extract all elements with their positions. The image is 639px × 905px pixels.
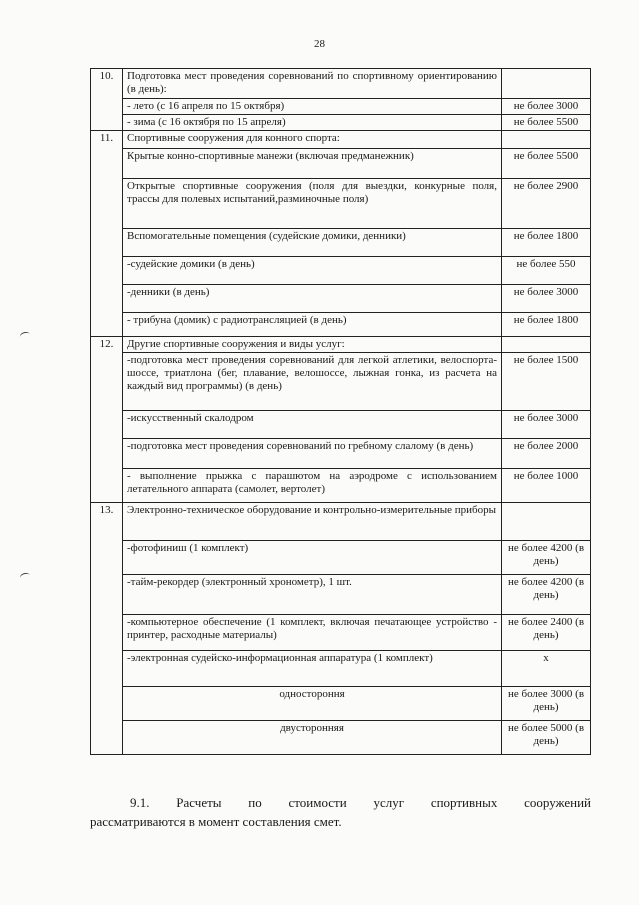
item-value: не более 3000 bbox=[502, 411, 591, 439]
table-row bbox=[91, 353, 591, 411]
table-row bbox=[91, 257, 591, 285]
item-value: не более 550 bbox=[502, 257, 591, 285]
item-description: Крытые конно-спортивные манежи (включая предманежник) bbox=[123, 149, 502, 179]
item-description: -тайм-рекордер (электронный хронометр), 1 шт. bbox=[123, 575, 502, 615]
table-row bbox=[91, 651, 591, 687]
item-value bbox=[502, 337, 591, 353]
margin-mark bbox=[19, 572, 30, 581]
item-description: - выполнение прыжка с парашютом на аэродроме с использованием летательного аппарата (самолет, вертолет) bbox=[123, 469, 502, 503]
item-value: не более 5500 bbox=[502, 115, 591, 131]
section-row bbox=[91, 131, 591, 149]
table-row bbox=[91, 99, 591, 115]
item-value: не более 1800 bbox=[502, 229, 591, 257]
item-value: не более 5000 (в день) bbox=[502, 721, 591, 755]
table-row bbox=[91, 313, 591, 337]
item-value: не более 4200 (в день) bbox=[502, 541, 591, 575]
services-price-table bbox=[90, 68, 591, 755]
item-value: не более 2400 (в день) bbox=[502, 615, 591, 651]
table-row bbox=[91, 575, 591, 615]
item-description: -денники (в день) bbox=[123, 285, 502, 313]
item-description: - лето (с 16 апреля по 15 октября) bbox=[123, 99, 502, 115]
section-title: Другие спортивные сооружения и виды услуг: bbox=[123, 337, 502, 353]
item-value bbox=[502, 503, 591, 541]
item-description: -судейские домики (в день) bbox=[123, 257, 502, 285]
item-description: - зима (с 16 октября по 15 апреля) bbox=[123, 115, 502, 131]
item-description: -компьютерное обеспечение (1 комплект, включая печатающее устройство - принтер, расходные материалы) bbox=[123, 615, 502, 651]
section-number: 11. bbox=[91, 131, 123, 337]
footer-line-2: рассматриваются в момент составления смет. bbox=[90, 814, 342, 829]
table-row bbox=[91, 115, 591, 131]
section-number: 13. bbox=[91, 503, 123, 755]
item-value: не более 2000 bbox=[502, 439, 591, 469]
item-value: х bbox=[502, 651, 591, 687]
section-title: Спортивные сооружения для конного спорта: bbox=[123, 131, 502, 149]
item-value: не более 1000 bbox=[502, 469, 591, 503]
item-description: - трибуна (домик) с радиотрансляцией (в день) bbox=[123, 313, 502, 337]
item-description: -искусственный скалодром bbox=[123, 411, 502, 439]
table-row bbox=[91, 469, 591, 503]
item-description: Вспомогательные помещения (судейские домики, денники) bbox=[123, 229, 502, 257]
item-value: не более 3000 bbox=[502, 285, 591, 313]
table-row bbox=[91, 411, 591, 439]
item-value bbox=[502, 131, 591, 149]
section-row bbox=[91, 69, 591, 99]
section-number: 10. bbox=[91, 69, 123, 131]
table-row bbox=[91, 149, 591, 179]
item-value bbox=[502, 69, 591, 99]
item-value: не более 5500 bbox=[502, 149, 591, 179]
table-row bbox=[91, 687, 591, 721]
item-description: -подготовка мест проведения соревнований для легкой атлетики, велоспорта-шоссе, триатлона (бег, плавание, велошоссе, лыжная гонка, из расчета на каждый вид программы) (в день) bbox=[123, 353, 502, 411]
item-description: двусторонняя bbox=[123, 721, 502, 755]
footer-line-1: 9.1. Расчеты по стоимости услуг спортивных сооружений bbox=[130, 795, 591, 810]
table-row bbox=[91, 179, 591, 229]
item-value: не более 1500 bbox=[502, 353, 591, 411]
item-value: не более 3000 (в день) bbox=[502, 687, 591, 721]
section-row bbox=[91, 337, 591, 353]
table-row bbox=[91, 229, 591, 257]
item-value: не более 2900 bbox=[502, 179, 591, 229]
table-row bbox=[91, 541, 591, 575]
table-row bbox=[91, 721, 591, 755]
item-value: не более 4200 (в день) bbox=[502, 575, 591, 615]
table-row bbox=[91, 285, 591, 313]
section-title: Подготовка мест проведения соревнований по спортивному ориентированию (в день): bbox=[123, 69, 502, 99]
item-value: не более 1800 bbox=[502, 313, 591, 337]
footer-paragraph bbox=[90, 793, 591, 831]
section-row bbox=[91, 503, 591, 541]
section-title: Электронно-техническое оборудование и контрольно-измерительные приборы bbox=[123, 503, 502, 541]
item-description: -электронная судейско-информационная аппаратура (1 комплект) bbox=[123, 651, 502, 687]
item-description: -фотофиниш (1 комплект) bbox=[123, 541, 502, 575]
table-row bbox=[91, 439, 591, 469]
item-description: Открытые спортивные сооружения (поля для выездки, конкурные поля, трассы для полевых испытаний,разминочные поля) bbox=[123, 179, 502, 229]
margin-mark bbox=[19, 331, 30, 340]
item-value: не более 3000 bbox=[502, 99, 591, 115]
table-row bbox=[91, 615, 591, 651]
section-number: 12. bbox=[91, 337, 123, 503]
item-description: одностороння bbox=[123, 687, 502, 721]
page-number: 28 bbox=[314, 38, 325, 50]
item-description: -подготовка мест проведения соревнований по гребному слалому (в день) bbox=[123, 439, 502, 469]
